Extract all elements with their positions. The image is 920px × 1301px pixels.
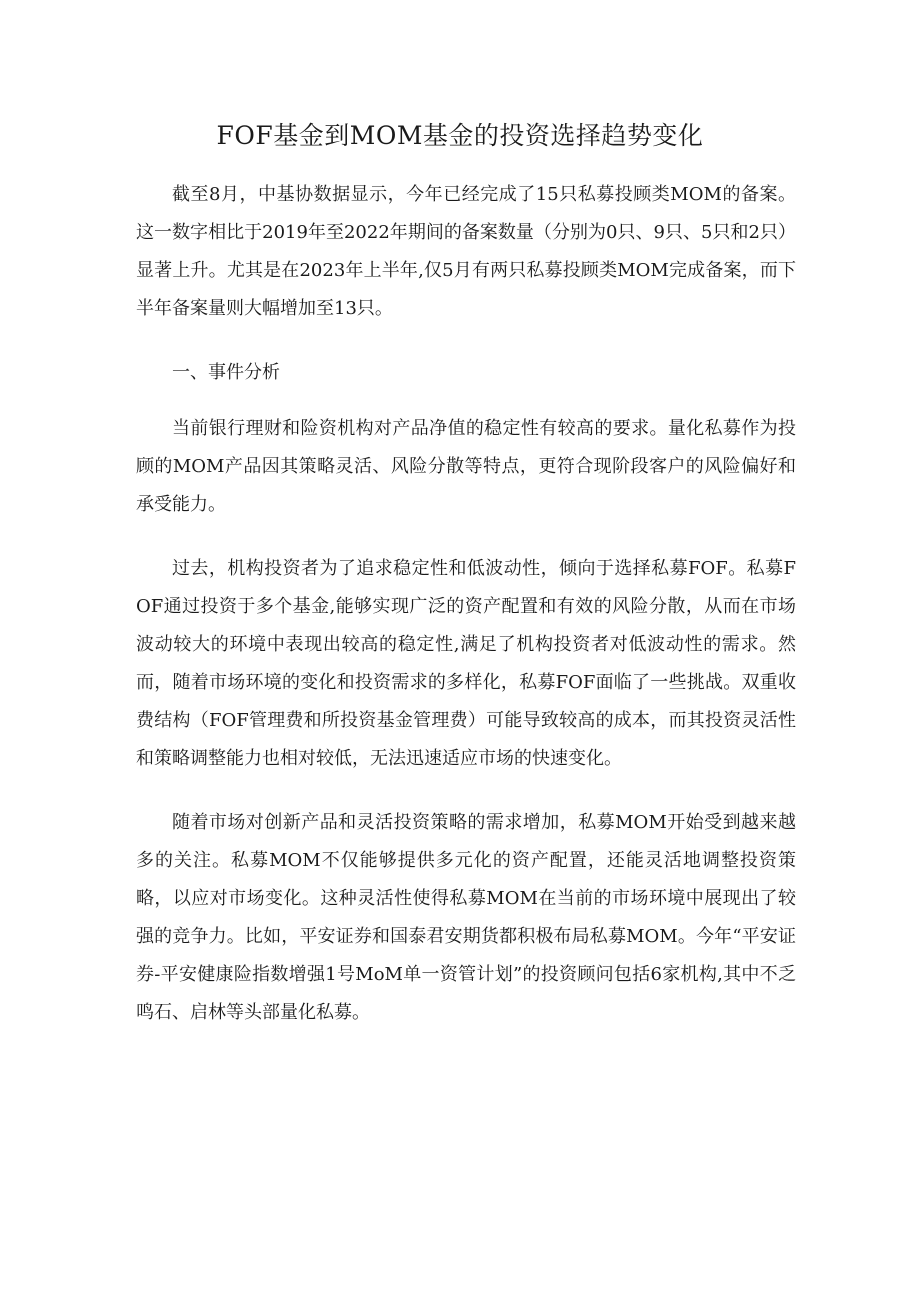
document-body	[136, 176, 796, 1058]
paragraph-demand: 当前银行理财和险资机构对产品净值的稳定性有较高的要求。量化私募作为投顾的MOM产品因其策略灵活、风险分散等特点，更符合现阶段客户的风险偏好和承受能力。	[136, 418, 796, 515]
paragraph-intro: 截至8月，中基协数据显示，今年已经完成了15只私募投顾类MOM的备案。这一数字相比于2019年至2022年期间的备案数量（分别为0只、9只、5只和2只）显著上升。尤其是在2023年上半年,仅5月有两只私募投顾类MOM完成备案，而下半年备案量则大幅增加至13只。	[136, 184, 796, 319]
paragraph-mom: 随着市场对创新产品和灵活投资策略的需求增加，私募MOM开始受到越来越多的关注。私募MOM不仅能够提供多元化的资产配置，还能灵活地调整投资策略，以应对市场变化。这种灵活性使得私募MOM在当前的市场环境中展现出了较强的竞争力。比如，平安证券和国泰君安期货都积极布局私募MOM。今年“平安证券-平安健康险指数增强1号MoM单一资管计划”的投资顾问包括6家机构,其中不乏鸣石、启林等头部量化私募。	[136, 812, 796, 1023]
document-title: FOF基金到MOM基金的投资选择趋势变化	[216, 121, 704, 150]
paragraph-fof: 过去，机构投资者为了追求稳定性和低波动性，倾向于选择私募FOF。私募FOF通过投资于多个基金,能够实现广泛的资产配置和有效的风险分散，从而在市场波动较大的环境中表现出较高的稳定性,满足了机构投资者对低波动性的需求。然而，随着市场环境的变化和投资需求的多样化，私募FOF面临了一些挑战。双重收费结构（FOF管理费和所投资基金管理费）可能导致较高的成本，而其投资灵活性和策略调整能力也相对较低，无法迅速适应市场的快速变化。	[136, 558, 796, 769]
section-heading-event-analysis: 一、事件分析	[172, 362, 280, 383]
